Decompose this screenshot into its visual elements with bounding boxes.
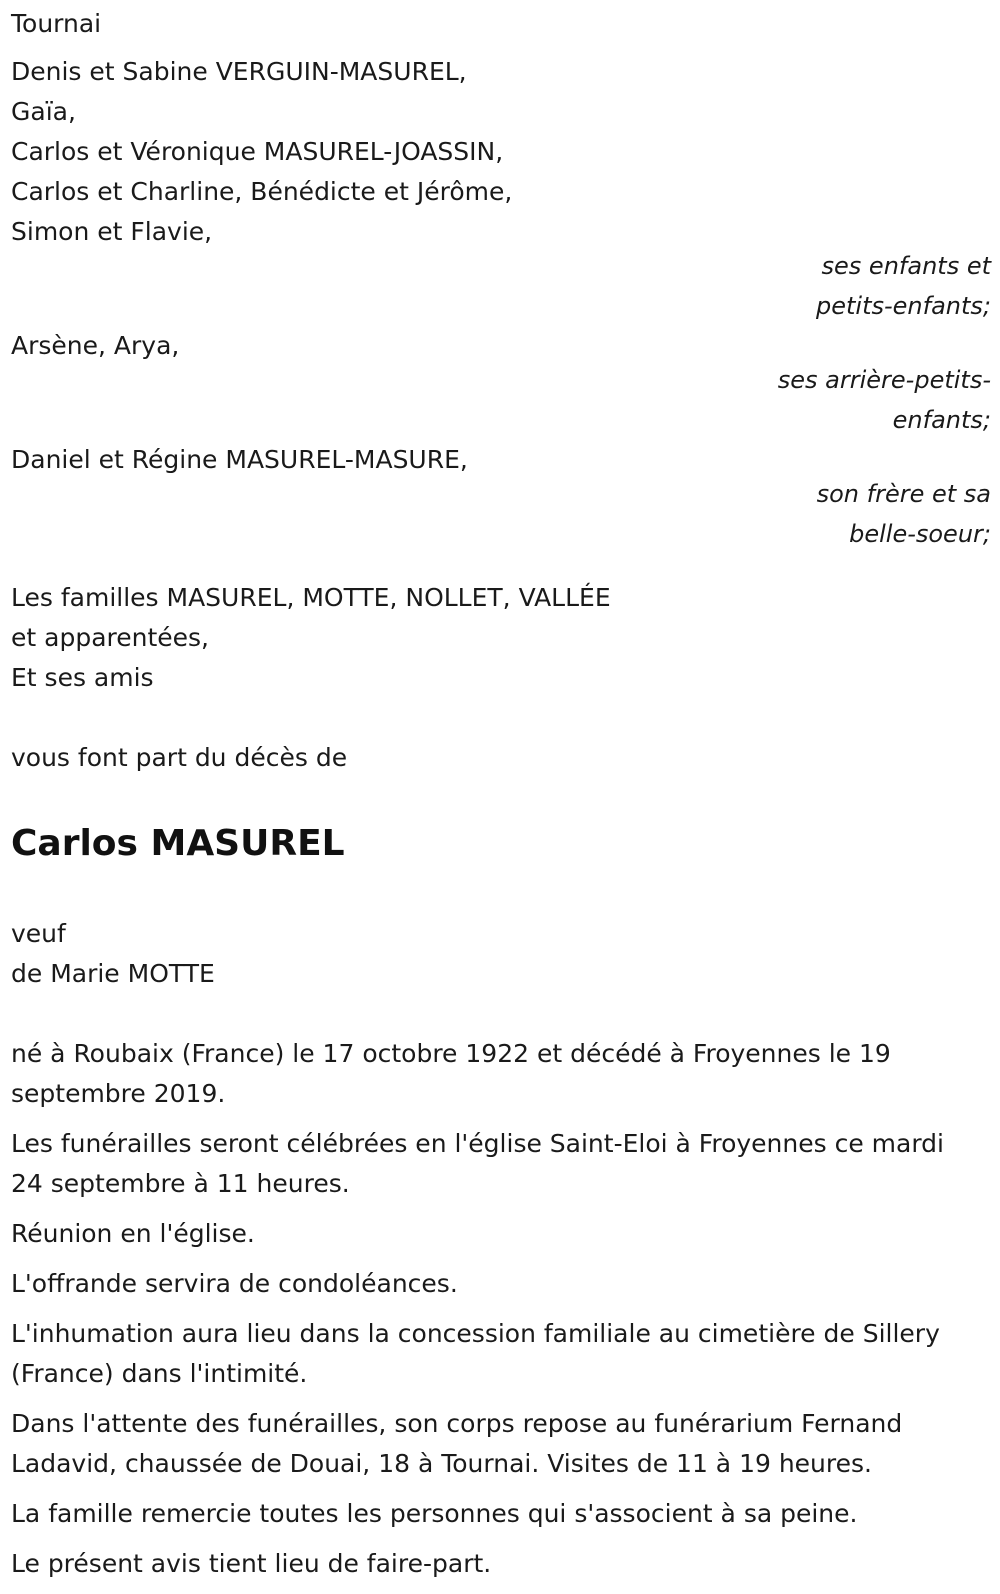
detail-paragraph: L'inhumation aura lieu dans la concession familiale au cimetière de Sillery (France) dans l'intimité. [11,1319,940,1388]
deceased-name: Carlos MASUREL [11,823,345,864]
families-line: Les familles MASUREL, MOTTE, NOLLET, VALLÉE [11,583,611,612]
families-line: Et ses amis [11,663,154,692]
widower-line: veuf [11,919,66,948]
detail-paragraph: La famille remercie toutes les personnes qui s'associent à sa peine. [11,1499,858,1528]
widower-group [11,914,991,994]
families-group [11,578,991,698]
detail-paragraph: Réunion en l'église. [11,1219,255,1248]
widower-line: de Marie MOTTE [11,959,215,988]
detail-paragraph: né à Roubaix (France) le 17 octobre 1922 et décédé à Froyennes le 19 septembre 2019. [11,1039,891,1108]
siblings-group [11,440,991,554]
detail-paragraph: L'offrande servira de condoléances. [11,1269,458,1298]
place-heading: Tournai [11,9,102,38]
family-member-line: Carlos et Charline, Bénédicte et Jérôme, [11,177,513,206]
relation-line: petits-enfants; [816,292,991,320]
detail-paragraph: Le présent avis tient lieu de faire-part. [11,1549,492,1578]
relation-label [11,474,991,554]
obituary-notice [11,4,991,1594]
family-member-line: Denis et Sabine VERGUIN-MASUREL, [11,57,467,86]
families-line: et apparentées, [11,623,209,652]
family-member-line: Simon et Flavie, [11,217,213,246]
relation-label [11,360,991,440]
family-member-line: Gaïa, [11,97,76,126]
family-member-line: Daniel et Régine MASUREL-MASURE, [11,445,468,474]
great-grandchildren-group [11,326,991,440]
detail-paragraph: Dans l'attente des funérailles, son corps repose au funérarium Fernand Ladavid, chaussée de Douai, 18 à Tournai. Visites de 11 à 19 heures. [11,1409,903,1478]
relation-label [11,246,991,326]
relation-line: son frère et sa [816,480,991,508]
relation-line: ses arrière-petits- [777,366,991,394]
relation-line: belle-soeur; [849,520,991,548]
children-group [11,52,991,326]
relation-line: enfants; [892,406,991,434]
family-member-line: Arsène, Arya, [11,331,180,360]
relation-line: ses enfants et [821,252,991,280]
announcement-text: vous font part du décès de [11,743,348,772]
details-section [11,1034,991,1584]
detail-paragraph: Les funérailles seront célébrées en l'église Saint-Eloi à Froyennes ce mardi 24 septembre à 11 heures. [11,1129,944,1198]
family-member-line: Carlos et Véronique MASUREL-JOASSIN, [11,137,504,166]
